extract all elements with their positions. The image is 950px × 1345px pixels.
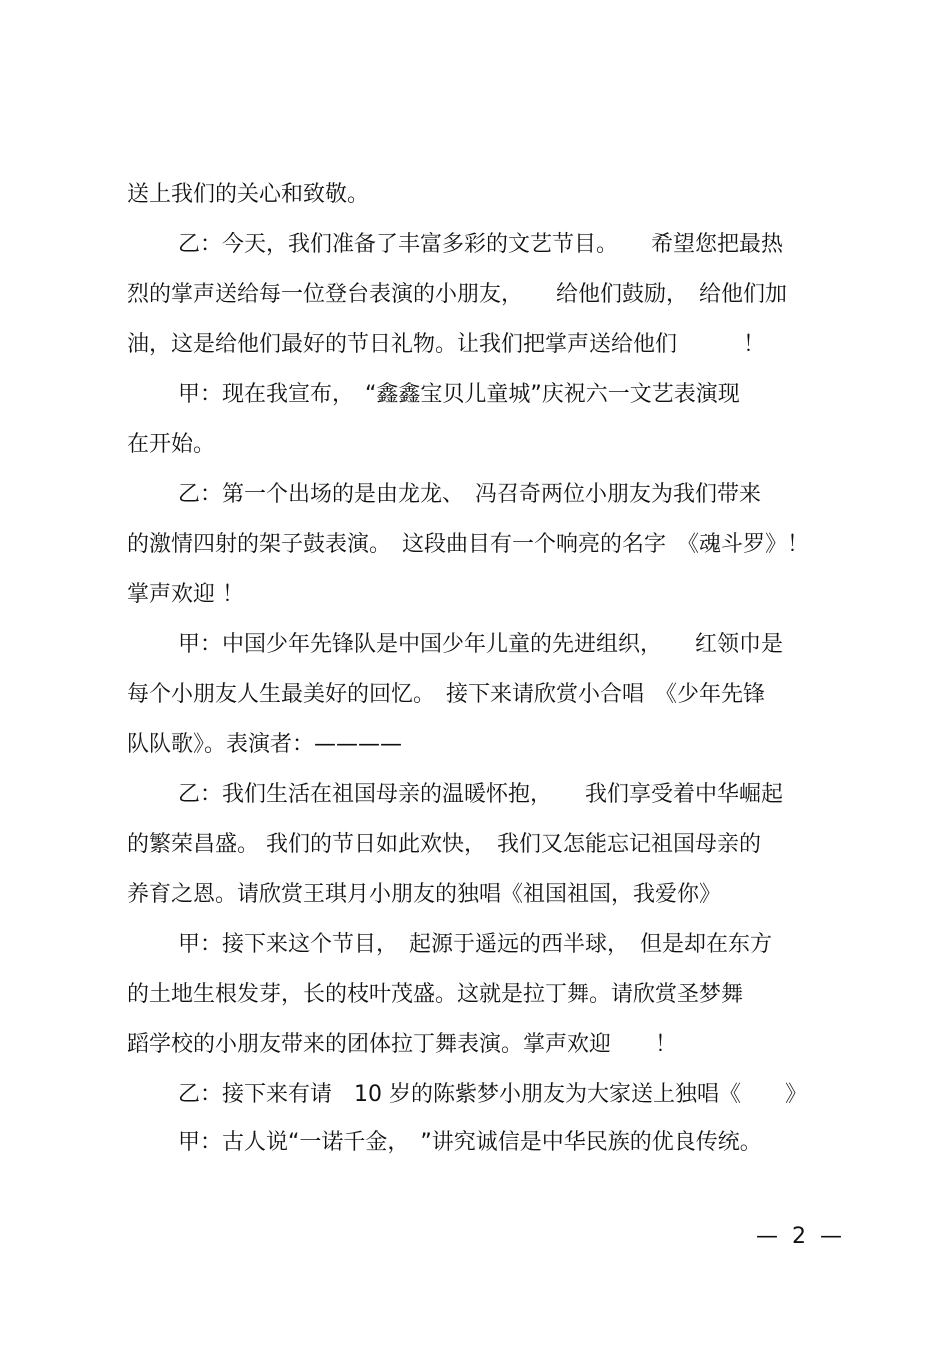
text-line: 队队歌》。表演者：———— [127, 732, 403, 757]
text-line: 的激情四射的架子鼓表演。 这段曲目有一个响亮的名字 《魂斗罗》！ [127, 532, 810, 557]
text-line: 甲：接下来这个节目， 起源于遥远的西半球， 但是却在东方 [178, 932, 773, 957]
text-line: 甲：古人说“一诺千金， ”讲究诚信是中华民族的优良传统。 [178, 1130, 762, 1155]
text-line: 甲：现在我宣布， “鑫鑫宝贝儿童城”庆祝六一文艺表演现 [178, 382, 740, 407]
text-line: 甲：中国少年先锋队是中国少年儿童的先进组织， 红领巾是 [178, 632, 784, 657]
text-line: 送上我们的关心和致敬。 [127, 182, 370, 207]
text-line: 乙：今天，我们准备了丰富多彩的文艺节目。 希望您把最热 [178, 232, 784, 257]
text-line: 养育之恩。请欣赏王琪月小朋友的独唱《祖国祖国，我爱你》 [127, 882, 722, 907]
text-line: 乙：第一个出场的是由龙龙、 冯召奇两位小朋友为我们带来 [178, 482, 762, 507]
text-line: 每个小朋友人生最美好的回忆。 接下来请欣赏小合唱 《少年先锋 [127, 682, 766, 707]
text-line: 乙：我们生活在祖国母亲的温暖怀抱， 我们享受着中华崛起 [178, 782, 784, 807]
text-line: 蹈学校的小朋友带来的团体拉丁舞表演。掌声欢迎 ！ [127, 1032, 678, 1057]
text-line: 烈的掌声送给每一位登台表演的小朋友， 给他们鼓励， 给他们加 [127, 282, 788, 307]
text-line: 在开始。 [127, 432, 216, 457]
page-number: — 2 — [756, 1224, 842, 1249]
text-line: 油，这是给他们最好的节日礼物。让我们把掌声送给他们 ！ [127, 332, 766, 357]
text-line: 的土地生根发芽，长的枝叶茂盛。这就是拉丁舞。请欣赏圣梦舞 [127, 982, 744, 1007]
text-line: 的繁荣昌盛。 我们的节日如此欢快， 我们又怎能忘记祖国母亲的 [127, 832, 761, 857]
text-line: 乙：接下来有请 10 岁的陈紫梦小朋友为大家送上独唱《 》 [178, 1082, 807, 1107]
text-line: 掌声欢迎 ！ [127, 582, 244, 607]
